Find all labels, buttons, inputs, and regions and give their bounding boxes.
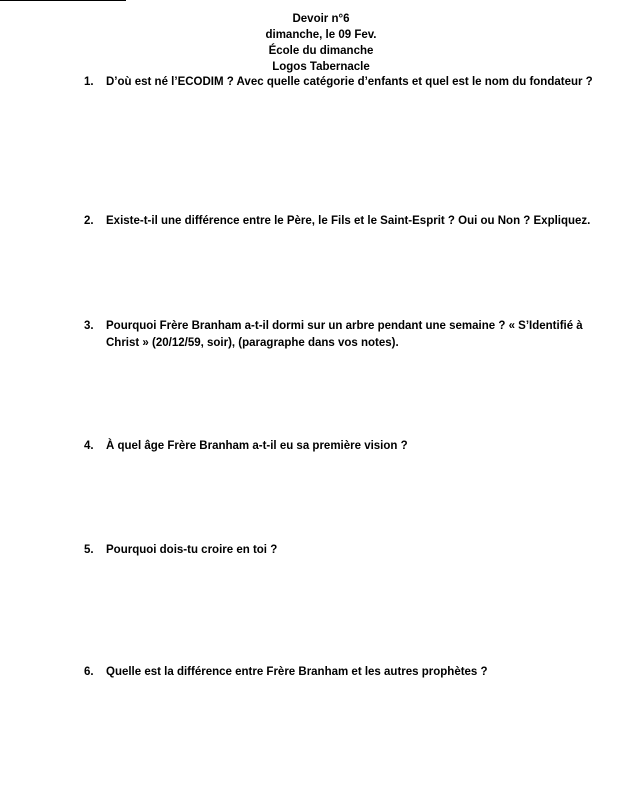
school-name: École du dimanche bbox=[268, 45, 374, 57]
top-divider-line bbox=[0, 0, 126, 1]
question-item bbox=[84, 664, 594, 681]
question-number: 6. bbox=[84, 666, 94, 678]
assignment-date: dimanche, le 09 Fev. bbox=[265, 29, 377, 41]
question-number: 3. bbox=[84, 320, 94, 332]
question-text: À quel âge Frère Branham a-t-il eu sa première vision ? bbox=[106, 440, 408, 452]
question-item bbox=[84, 213, 594, 230]
question-item bbox=[84, 318, 594, 352]
question-item bbox=[84, 74, 594, 91]
question-number: 1. bbox=[84, 76, 94, 88]
question-text: Quelle est la différence entre Frère Branham et les autres prophètes ? bbox=[106, 666, 488, 678]
question-item bbox=[84, 438, 594, 455]
question-text: Pourquoi dois-tu croire en toi ? bbox=[106, 544, 278, 556]
church-name: Logos Tabernacle bbox=[272, 61, 370, 73]
question-number: 5. bbox=[84, 544, 94, 556]
question-text: D’où est né l’ECODIM ? Avec quelle catégorie d’enfants et quel est le nom du fondateur ? bbox=[106, 76, 593, 88]
question-number: 2. bbox=[84, 215, 94, 227]
question-number: 4. bbox=[84, 440, 94, 452]
question-text: Pourquoi Frère Branham a-t-il dormi sur un arbre pendant une semaine ? « S’Identifié à Christ » (20/12/59, soir), (paragraphe dans vos notes). bbox=[106, 320, 583, 349]
question-item bbox=[84, 542, 594, 559]
question-text: Existe-t-il une différence entre le Père, le Fils et le Saint-Esprit ? Oui ou Non ? Expliquez. bbox=[106, 215, 591, 227]
assignment-title: Devoir n°6 bbox=[292, 13, 350, 25]
document-header bbox=[0, 11, 642, 75]
